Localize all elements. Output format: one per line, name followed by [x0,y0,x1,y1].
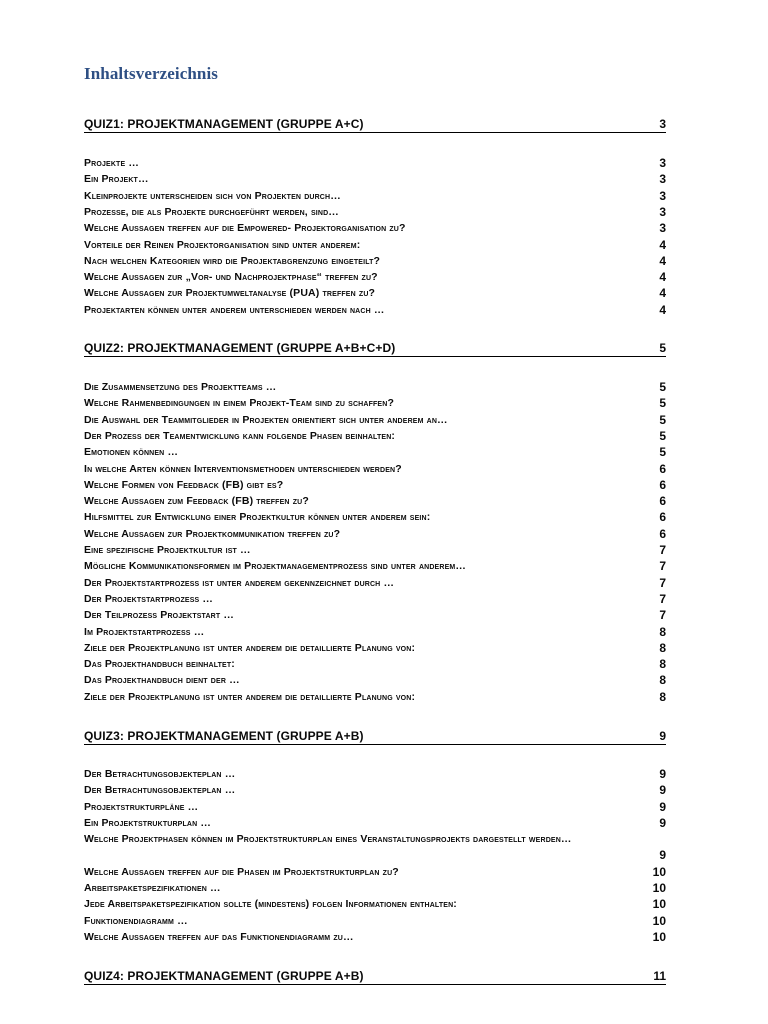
toc-entry[interactable] [84,428,666,444]
toc-entry-page-number: 8 [659,673,666,688]
toc-entry-label: Der Projektstartprozess ist unter anderem gekennzeichnet durch … [84,576,395,589]
toc-entry-label: Die Auswahl der Teammitglieder in Projekten orientiert sich unter anderem an… [84,413,448,426]
toc-entry-label: Welche Formen von Feedback (FB) gibt es? [84,478,284,491]
toc-entry-page-number: 10 [652,897,666,912]
toc-entry-label: Prozesse, die als Projekte durchgeführt werden, sind… [84,205,339,218]
section-page-number: 9 [659,729,666,743]
toc-entry[interactable] [84,253,666,269]
toc-entry[interactable] [84,155,666,171]
toc-entry-page-number: 6 [659,477,666,492]
toc-entry-page-number: 8 [659,624,666,639]
toc-entry-label: Der Betrachtungsobjekteplan … [84,768,236,780]
toc-entry[interactable] [84,929,666,945]
toc-entry[interactable] [84,542,666,558]
toc-entry-label: Vorteile der Reinen Projektorganisation sind unter anderem: [84,238,361,251]
toc-entry[interactable] [84,575,666,591]
toc-entry-page-number: 4 [659,286,666,301]
toc-entry-label: Welche Aussagen zur Projektkommunikation treffen zu? [84,527,341,540]
toc-entry[interactable] [84,171,666,187]
toc-entry[interactable] [84,302,666,318]
toc-entry-page-number: 7 [659,559,666,574]
toc-entry[interactable] [84,220,666,236]
section-page-number: 5 [659,341,666,355]
toc-entry-page-number: 10 [652,864,666,879]
toc-entry[interactable] [84,477,666,493]
toc-entry-label: Welche Aussagen zur Projektumweltanalyse (PUA) treffen zu? [84,287,376,300]
toc-entry-label: Welche Aussagen treffen auf das Funktionendiagramm zu… [84,931,354,943]
toc-entry[interactable] [84,237,666,253]
toc-entry[interactable] [84,815,666,831]
toc-entry[interactable] [84,799,666,815]
toc-entry-label: Ein Projektstrukturplan … [84,816,212,829]
toc-entry-label: Das Projekthandbuch dient der … [84,674,240,687]
toc-entry-page-number: 9 [659,767,666,781]
toc-entry-label: Projektstrukturpläne … [84,800,199,813]
toc-entry-page-number: 6 [659,510,666,525]
toc-entry-label: Arbeitspaketspezifikationen … [84,882,221,895]
section-page-number: 11 [653,969,666,983]
toc-entry-label: Projektarten können unter anderem unterschieden werden nach … [84,303,385,316]
toc-entry-label: Ein Projekt… [84,173,149,186]
toc-entry-page-number: 3 [659,221,666,236]
toc-entry-page-number: 5 [659,412,666,427]
toc-entry-page-number: 8 [659,640,666,655]
toc-entry-label: Welche Aussagen treffen auf die Phasen im Projektstrukturplan zu? [84,865,399,878]
toc-entry[interactable] [84,493,666,509]
toc-entry[interactable] [84,766,666,782]
toc-entry-label: Der Prozess der Teamentwicklung kann folgende Phasen beinhalten: [84,429,396,442]
toc-entry-label: Die Zusammensetzung des Projektteams … [84,381,277,393]
toc-entry-page-number: 7 [659,543,666,557]
section-heading-label: QUIZ4: PROJEKTMANAGEMENT (GRUPPE A+B) [84,969,364,983]
toc-entry-page-number: 4 [659,237,666,252]
toc-entry[interactable] [84,896,666,912]
toc-entry-label: Im Projektstartprozess … [84,625,205,638]
section-heading-label: QUIZ2: PROJEKTMANAGEMENT (GRUPPE A+B+C+D) [84,341,396,355]
toc-entry-page-number: 7 [659,575,666,590]
toc-entry-label: In welche Arten können Interventionsmethoden unterschieden werden? [84,462,402,475]
toc-entry-label: Hilfsmittel zur Entwicklung einer Projektkultur können unter anderem sein: [84,511,431,524]
toc-entry[interactable] [84,607,666,623]
toc-entry-label: Kleinprojekte unterscheiden sich von Projekten durch… [84,189,341,202]
toc-entry[interactable] [84,591,666,607]
toc-entry-page-number: 8 [659,689,666,704]
toc-section-heading[interactable] [84,116,666,133]
toc-entry[interactable] [84,461,666,477]
toc-entry-label: Der Teilprozess Projektstart … [84,609,235,622]
toc-entry[interactable] [84,624,666,640]
toc-entry[interactable] [84,444,666,460]
toc-entry-page-number: 4 [659,270,666,285]
toc-entry-label: Das Projekthandbuch beinhaltet: [84,658,235,671]
toc-entry-page-number: 9 [659,815,666,830]
toc-entry-label: Der Betrachtungsobjekteplan … [84,784,236,797]
toc-entry-page-number: 4 [659,253,666,268]
section-heading-label: QUIZ1: PROJEKTMANAGEMENT (GRUPPE A+C) [84,117,364,131]
toc-entry[interactable] [84,689,666,705]
toc-entry[interactable] [84,864,666,880]
toc-entry-page-number: 3 [659,172,666,187]
toc-entry-page-number: 3 [659,204,666,219]
toc-entry-page-number: 9 [659,783,666,798]
toc-entry[interactable] [84,558,666,574]
toc-entry-page-number: 5 [659,396,666,411]
toc-entry[interactable] [84,269,666,285]
toc-entry-page-number: 7 [659,608,666,623]
toc-entry-page-number: 6 [659,494,666,509]
toc-entry[interactable] [84,204,666,220]
toc-entry[interactable] [84,285,666,301]
toc-entry-page-number: 8 [659,657,666,672]
toc-entry-label: Jede Arbeitspaketspezifikation sollte (mindestens) folgen Informationen enthalten: [84,898,457,911]
toc-entry-page-number: 3 [659,188,666,203]
toc-entry[interactable] [84,188,666,204]
toc-entry[interactable] [84,782,666,798]
section-page-number: 3 [659,117,666,131]
toc-entry-page-number: 5 [659,445,666,460]
toc-entry[interactable] [84,913,666,929]
toc-entry[interactable] [84,880,666,896]
toc-entry-page-number: 5 [659,380,666,394]
section-heading-label: QUIZ3: PROJEKTMANAGEMENT (GRUPPE A+B) [84,729,364,743]
toc-entry[interactable] [84,831,666,864]
toc-section-heading[interactable] [84,728,666,745]
toc-entry[interactable] [84,640,666,656]
toc-entry-page-number: 6 [659,461,666,476]
toc-entry[interactable] [84,509,666,525]
toc-entry-page-number: 9 [659,799,666,814]
toc-entry-label: Welche Aussagen zur „Vor- und Nachprojektphase“ treffen zu? [84,271,378,284]
toc-section-heading[interactable] [84,968,666,985]
toc-entry-label: Eine spezifische Projektkultur ist … [84,544,251,556]
toc-entry-page-number: 7 [659,591,666,606]
toc-entry-page-number: 10 [652,930,666,944]
toc-title: Inhaltsverzeichnis [84,64,219,83]
toc-entry-label: Nach welchen Kategorien wird die Projektabgrenzung eingeteilt? [84,254,381,267]
toc-entry-page-number: 5 [659,428,666,443]
toc-entry-label: Welche Rahmenbedingungen in einem Projekt-Team sind zu schaffen? [84,397,395,410]
toc-entry-page-number: 10 [652,913,666,928]
toc-entry-page-number: 6 [659,526,666,541]
toc-entry[interactable] [84,379,666,395]
toc-entry-label: Ziele der Projektplanung ist unter anderem die detaillierte Planung von: [84,690,416,703]
toc-entry-label: Der Projektstartprozess … [84,592,214,605]
toc-entry[interactable] [84,395,666,411]
toc-entry-page-number: 4 [659,302,666,317]
toc-entry-label: Welche Projektphasen können im Projektstrukturplan eines Veranstaltungsprojekts dargestellt werden… [84,833,572,846]
toc-entry[interactable] [84,526,666,542]
toc-entry-page-number: 3 [659,156,666,170]
toc-entry-label: Projekte … [84,157,139,169]
toc-entry-page-number: 10 [652,881,666,896]
toc-entry[interactable] [84,672,666,688]
toc-section-heading[interactable] [84,340,666,357]
toc-entry-label: Ziele der Projektplanung ist unter anderem die detaillierte Planung von: [84,641,416,654]
toc-entry-label: Emotionen können … [84,446,179,459]
toc-entry-page-number: 9 [659,848,666,863]
toc-entry-label: Funktionendiagramm … [84,914,188,927]
toc-entry[interactable] [84,656,666,672]
toc-entry-label: Welche Aussagen treffen auf die Empowered- Projektorganisation zu? [84,222,406,235]
toc-entry-label: Welche Aussagen zum Feedback (FB) treffen zu? [84,495,309,508]
toc-entry[interactable] [84,412,666,428]
toc-entry-label: Mögliche Kommunikationsformen im Projektmanagementprozess sind unter anderem… [84,560,467,573]
